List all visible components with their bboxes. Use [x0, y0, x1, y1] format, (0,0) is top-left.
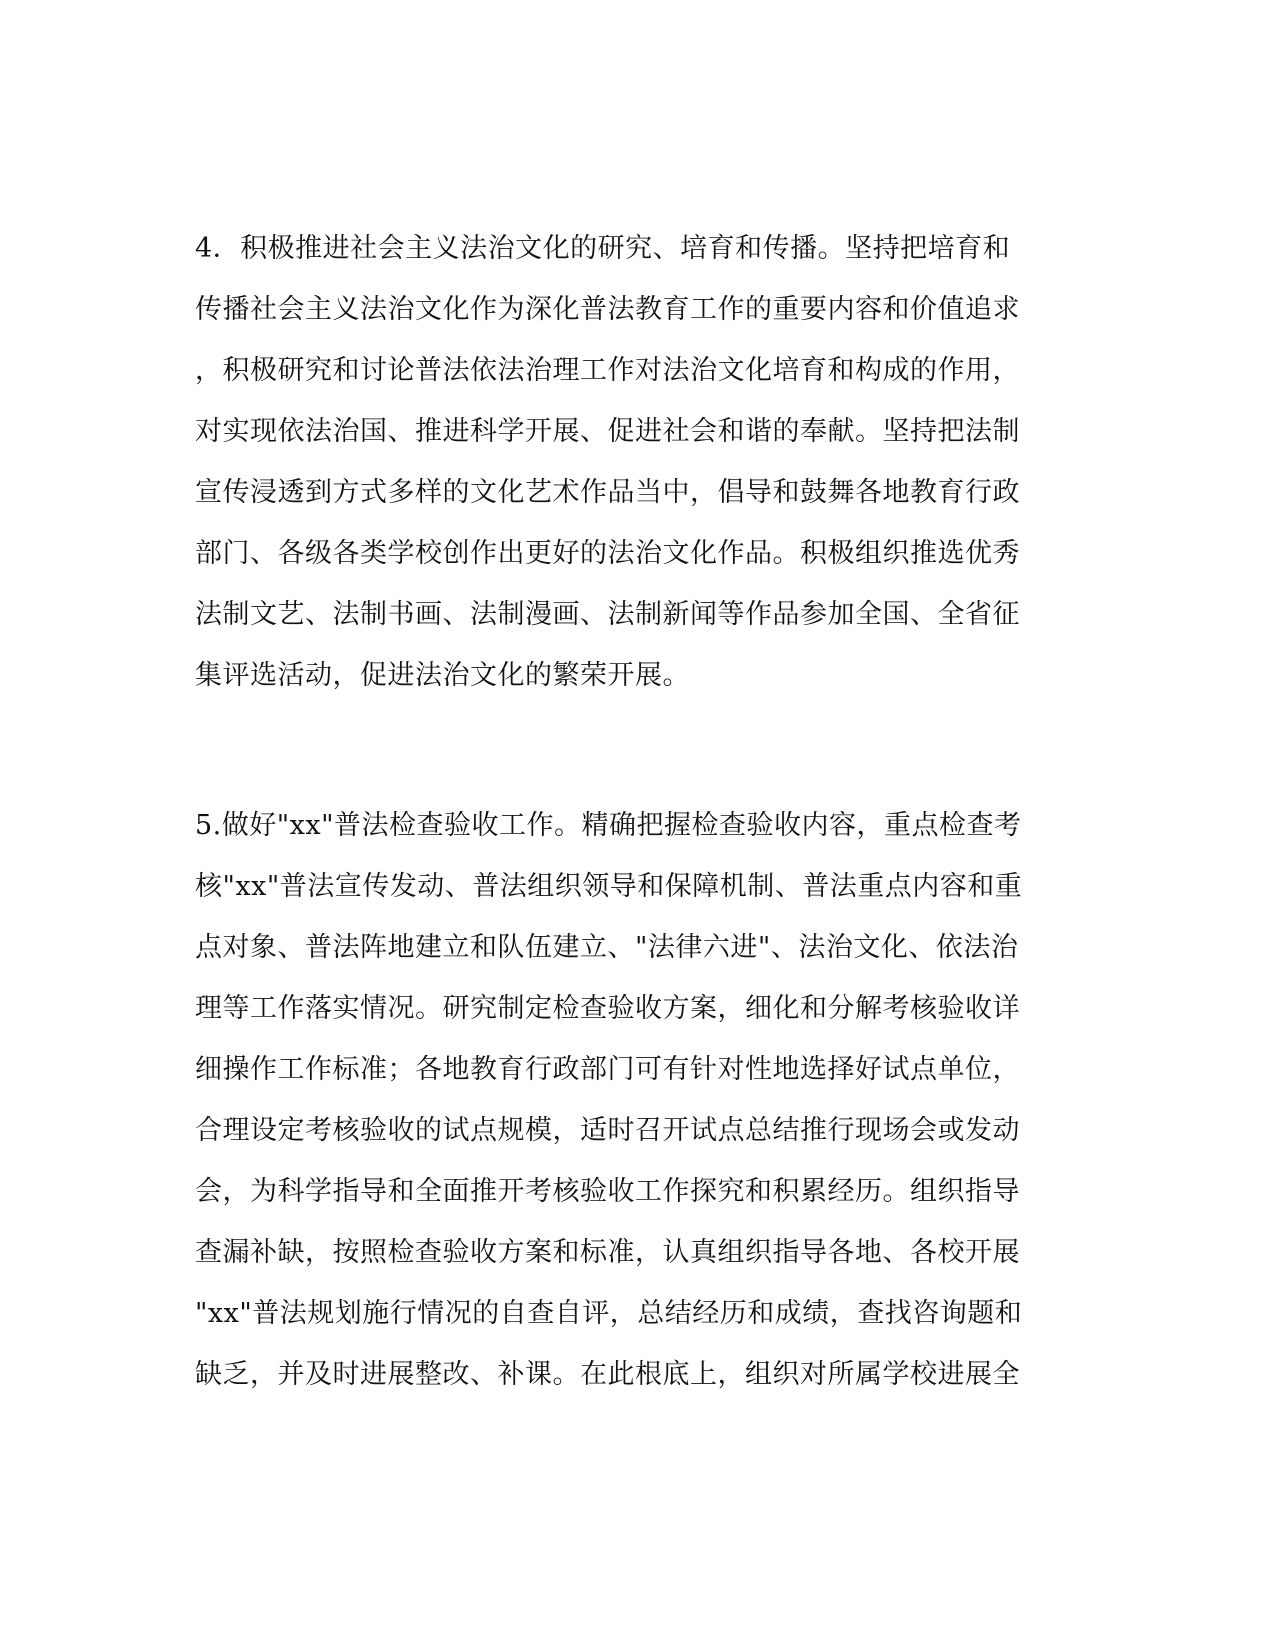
- paragraph-line: 宣传浸透到方式多样的文化艺术作品当中，倡导和鼓舞各地教育行政: [195, 477, 1020, 508]
- paragraph-line: ，积极研究和讨论普法依法治理工作对法治文化培育和构成的作用，: [195, 355, 1020, 386]
- paragraph-line: 法制文艺、法制书画、法制漫画、法制新闻等作品参加全国、全省征: [195, 599, 1020, 630]
- paragraph-line: 会，为科学指导和全面推开考核验收工作探究和积累经历。组织指导: [195, 1176, 1020, 1207]
- paragraph-line: 细操作工作标准；各地教育行政部门可有针对性地选择好试点单位，: [195, 1054, 1020, 1085]
- paragraph-line: 5.做好"xx"普法检查验收工作。精确把握检查验收内容，重点检查考: [195, 810, 1022, 841]
- paragraph-line: 查漏补缺，按照检查验收方案和标准，认真组织指导各地、各校开展: [195, 1237, 1020, 1268]
- paragraph-line: 传播社会主义法治文化作为深化普法教育工作的重要内容和价值追求: [195, 294, 1020, 325]
- paragraph-line: 核"xx"普法宣传发动、普法组织领导和保障机制、普法重点内容和重: [195, 871, 1023, 902]
- paragraph-line: 部门、各级各类学校创作出更好的法治文化作品。积极组织推选优秀: [195, 538, 1020, 569]
- paragraph-line: 合理设定考核验收的试点规模，适时召开试点总结推行现场会或发动: [195, 1115, 1020, 1146]
- paragraph-line: 4．积极推进社会主义法治文化的研究、培育和传播。坚持把培育和: [195, 233, 1011, 264]
- paragraph-line: 点对象、普法阵地建立和队伍建立、"法律六进"、法治文化、依法治: [195, 932, 1019, 963]
- paragraph-line: 理等工作落实情况。研究制定检查验收方案，细化和分解考核验收详: [195, 993, 1020, 1024]
- paragraph-line: "xx"普法规划施行情况的自查自评，总结经历和成绩，查找咨询题和: [195, 1298, 1023, 1329]
- paragraph-line: 集评选活动，促进法治文化的繁荣开展。: [195, 660, 690, 691]
- paragraph-line: 对实现依法治国、推进科学开展、促进社会和谐的奉献。坚持把法制: [195, 416, 1020, 447]
- paragraph-line: 缺乏，并及时进展整改、补课。在此根底上，组织对所属学校进展全: [195, 1359, 1020, 1390]
